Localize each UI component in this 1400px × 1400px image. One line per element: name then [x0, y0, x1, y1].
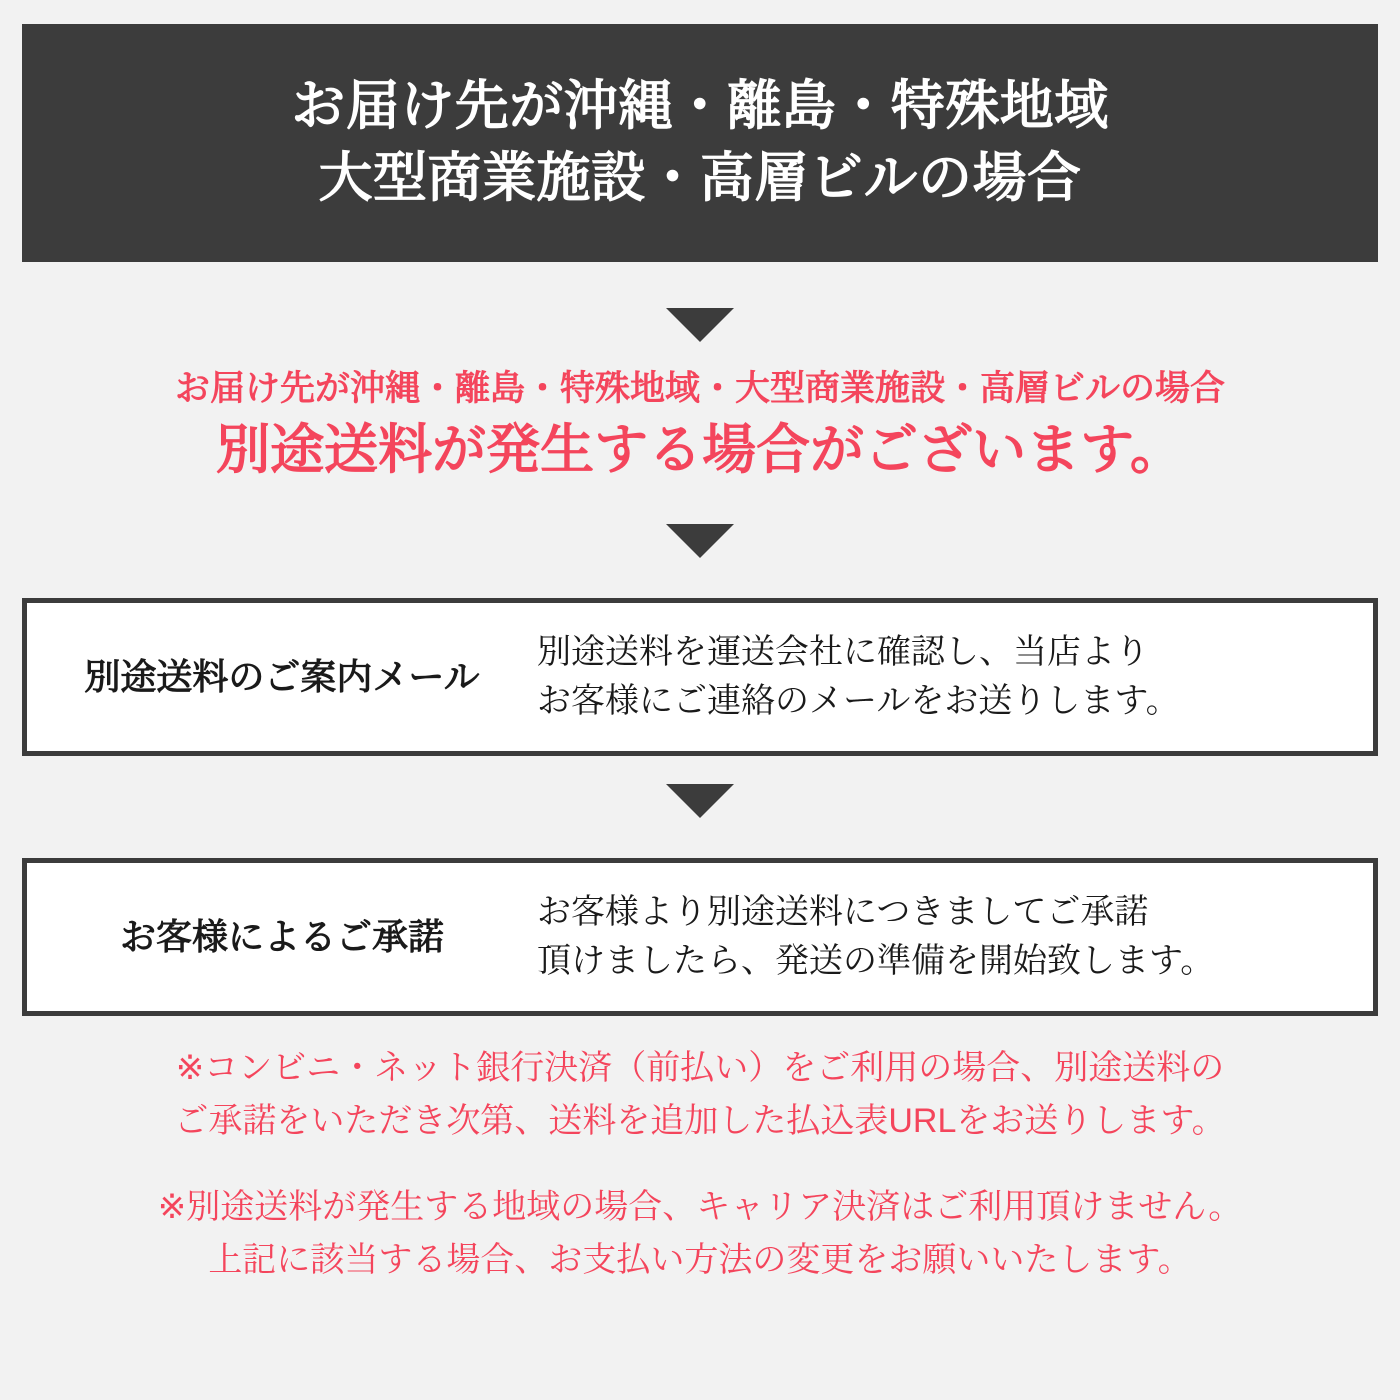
header-banner [22, 24, 1378, 262]
step-box-email-notice [22, 598, 1378, 756]
down-arrow-icon [666, 784, 734, 818]
note-2-line-1: ※別途送料が発生する地域の場合、キャリア決済はご利用頂けません。 [157, 1188, 1243, 1227]
note-1-line-2: ご承諾をいただき次第、送料を追加した払込表URLをお送りします。 [174, 1101, 1226, 1140]
step-2-description [537, 888, 1214, 987]
step-1-description-line-2: お客様にご連絡のメールをお送りします。 [537, 682, 1180, 720]
step-box-customer-consent [22, 858, 1378, 1016]
step-1-title: 別途送料のご案内メール [84, 656, 480, 698]
step-1-description-line-1: 別途送料を運送会社に確認し、当店より [537, 632, 1149, 671]
header-line-1: お届け先が沖縄・離島・特殊地域 [291, 76, 1109, 137]
note-2 [0, 1181, 1400, 1286]
down-arrow-icon [666, 308, 734, 342]
emphasis-large-text: 別途送料が発生する場合がございます。 [216, 420, 1184, 480]
note-1-line-1: ※コンビニ・ネット銀行決済（前払い）をご利用の場合、別途送料の [175, 1049, 1225, 1087]
emphasis-small-text: お届け先が沖縄・離島・特殊地域・大型商業施設・高層ビルの場合 [174, 369, 1225, 408]
emphasis-block [0, 368, 1400, 487]
note-1 [0, 1042, 1400, 1147]
note-2-line-2: 上記に該当する場合、お支払い方法の変更をお願いいたします。 [208, 1241, 1192, 1280]
step-1-description [537, 628, 1180, 727]
header-line-2: 大型商業施設・高層ビルの場合 [318, 148, 1082, 208]
notes-section [0, 1042, 1400, 1287]
step-2-title: お客様によるご承諾 [119, 916, 444, 958]
step-2-description-line-2: 頂けましたら、発送の準備を開始致します。 [537, 942, 1215, 980]
step-2-description-line-1: お客様より別途送料につきましてご承諾 [537, 892, 1149, 931]
down-arrow-icon [666, 524, 734, 558]
